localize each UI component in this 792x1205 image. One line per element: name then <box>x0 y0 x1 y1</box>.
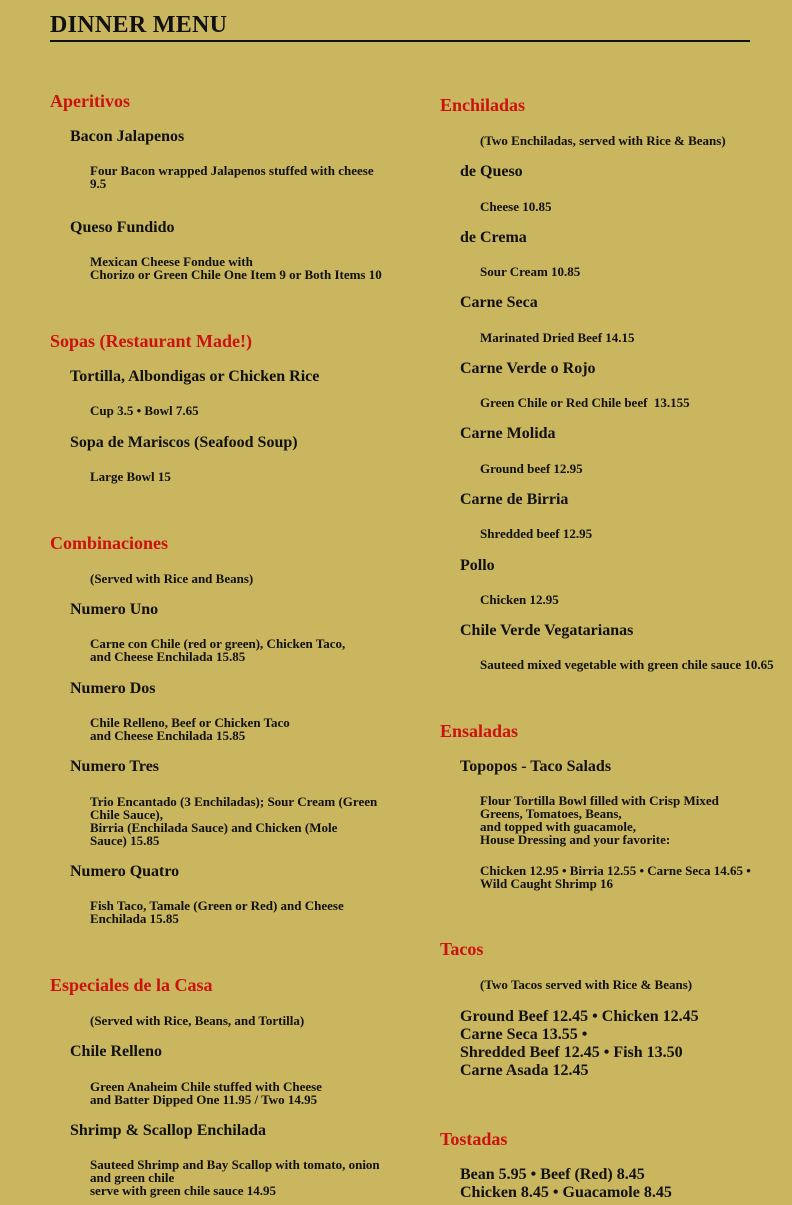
desc-line: Chile Sauce), <box>90 807 163 822</box>
item-desc <box>90 795 390 847</box>
desc-line: Ground beef 12.95 <box>480 461 583 476</box>
tostadas-price-list <box>460 1166 672 1202</box>
tacos-price-list <box>460 1008 699 1080</box>
desc-line: Carne con Chile (red or green), Chicken Taco, <box>90 636 346 651</box>
section-note: (Two Tacos served with Rice & Beans) <box>480 977 693 992</box>
price-line: Bean 5.95 • Beef (Red) 8.45 <box>460 1166 645 1183</box>
price-line: Chicken 8.45 • Guacamole 8.45 <box>460 1184 672 1201</box>
desc-line: Cheese 10.85 <box>480 199 552 214</box>
item-desc <box>90 470 171 483</box>
item-desc <box>480 331 635 344</box>
item-queso-fundido: Queso Fundido <box>70 219 175 236</box>
desc-line: Trio Encantado (3 Enchiladas); Sour Cream (Green <box>90 794 378 809</box>
item-desc <box>90 1080 390 1106</box>
desc-line: and Batter Dipped One 11.95 / Two 14.95 <box>90 1092 318 1107</box>
section-note: (Served with Rice and Beans) <box>90 571 254 586</box>
item-desc <box>480 265 580 278</box>
item-chile-verde-vegatarianas: Chile Verde Vegatarianas <box>460 622 634 639</box>
desc-line: Chorizo or Green Chile One Item 9 or Both Items 10 <box>90 267 382 282</box>
section-heading-sopas: Sopas (Restaurant Made!) <box>50 331 252 351</box>
desc-line: House Dressing and your favorite: <box>480 832 671 847</box>
item-desc <box>480 200 552 213</box>
item-desc <box>480 794 780 846</box>
price-line: Wild Caught Shrimp 16 <box>480 876 614 891</box>
item-prices <box>480 864 780 890</box>
section-note: (Served with Rice, Beans, and Tortilla) <box>90 1013 305 1028</box>
desc-line: Large Bowl 15 <box>90 469 171 484</box>
item-desc <box>90 1158 390 1197</box>
desc-line: Chicken 12.95 <box>480 592 559 607</box>
item-carne-de-birria: Carne de Birria <box>460 491 569 508</box>
section-heading-tostadas: Tostadas <box>440 1129 508 1149</box>
section-heading-ensaladas: Ensaladas <box>440 721 519 741</box>
desc-line: Sour Cream 10.85 <box>480 264 581 279</box>
item-de-crema: de Crema <box>460 229 527 246</box>
desc-line: and topped with guacamole, <box>480 819 637 834</box>
desc-line: Enchilada 15.85 <box>90 911 179 926</box>
desc-line: Green Anaheim Chile stuffed with Cheese <box>90 1079 322 1094</box>
item-carne-molida: Carne Molida <box>460 425 556 442</box>
item-carne-verde-o-rojo: Carne Verde o Rojo <box>460 360 596 377</box>
desc-line: and Cheese Enchilada 15.85 <box>90 728 246 743</box>
item-carne-seca: Carne Seca <box>460 294 538 311</box>
section-heading-tacos: Tacos <box>440 939 484 959</box>
desc-line: Sauteed mixed vegetable with green chile sauce 10.65 <box>480 657 774 672</box>
item-desc <box>480 658 774 671</box>
item-numero-quatro: Numero Quatro <box>70 863 180 880</box>
item-bacon-jalapenos: Bacon Jalapenos <box>70 128 185 145</box>
desc-line: Shredded beef 12.95 <box>480 526 593 541</box>
item-chile-relleno: Chile Relleno <box>70 1043 162 1060</box>
price-line: Chicken 12.95 • Birria 12.55 • Carne Seca 14.65 • <box>480 863 751 878</box>
item-desc <box>480 396 690 409</box>
desc-line: Birria (Enchilada Sauce) and Chicken (Mole <box>90 820 338 835</box>
desc-line: Mexican Cheese Fondue with <box>90 254 253 269</box>
desc-line: Green Chile or Red Chile beef 13.155 <box>480 395 690 410</box>
item-sopa-mariscos: Sopa de Mariscos (Seafood Soup) <box>70 434 298 451</box>
desc-line: Greens, Tomatoes, Beans, <box>480 806 622 821</box>
desc-line: Marinated Dried Beef 14.15 <box>480 330 635 345</box>
item-desc <box>90 716 390 742</box>
item-numero-dos: Numero Dos <box>70 680 156 697</box>
price-line: Carne Asada 12.45 <box>460 1062 589 1079</box>
section-heading-enchiladas: Enchiladas <box>440 95 526 115</box>
desc-line: Cup 3.5 • Bowl 7.65 <box>90 403 199 418</box>
item-desc <box>90 255 400 281</box>
desc-line: Four Bacon wrapped Jalapenos stuffed with cheese <box>90 163 374 178</box>
item-desc <box>90 164 390 190</box>
item-desc <box>480 462 583 475</box>
desc-line: 9.5 <box>90 176 107 191</box>
item-desc <box>90 637 390 663</box>
item-tortilla-soup: Tortilla, Albondigas or Chicken Rice <box>70 368 320 385</box>
item-shrimp-scallop-enchilada: Shrimp & Scallop Enchilada <box>70 1122 267 1139</box>
item-de-queso: de Queso <box>460 163 523 180</box>
item-numero-uno: Numero Uno <box>70 601 159 618</box>
section-heading-aperitivos: Aperitivos <box>50 91 130 111</box>
section-note: (Two Enchiladas, served with Rice & Beans) <box>480 133 726 148</box>
item-pollo: Pollo <box>460 557 495 574</box>
section-heading-especiales: Especiales de la Casa <box>50 975 213 995</box>
page-title: DINNER MENU <box>50 10 750 42</box>
desc-line: Fish Taco, Tamale (Green or Red) and Cheese <box>90 898 344 913</box>
desc-line: Sauteed Shrimp and Bay Scallop with tomato, onion <box>90 1157 380 1172</box>
desc-line: and green chile <box>90 1170 175 1185</box>
price-line: Ground Beef 12.45 • Chicken 12.45 <box>460 1008 699 1025</box>
item-desc <box>90 899 390 925</box>
desc-line: Chile Relleno, Beef or Chicken Taco <box>90 715 290 730</box>
desc-line: Flour Tortilla Bowl filled with Crisp Mixed <box>480 793 719 808</box>
item-desc <box>480 527 592 540</box>
price-line: Carne Seca 13.55 • <box>460 1026 588 1043</box>
item-topopos-taco-salads: Topopos - Taco Salads <box>460 758 612 775</box>
desc-line: serve with green chile sauce 14.95 <box>90 1183 277 1198</box>
price-line: Shredded Beef 12.45 • Fish 13.50 <box>460 1044 683 1061</box>
desc-line: and Cheese Enchilada 15.85 <box>90 649 246 664</box>
desc-line: Sauce) 15.85 <box>90 833 160 848</box>
item-desc <box>90 404 199 417</box>
item-desc <box>480 593 559 606</box>
item-numero-tres: Numero Tres <box>70 758 160 775</box>
section-heading-combinaciones: Combinaciones <box>50 533 169 553</box>
